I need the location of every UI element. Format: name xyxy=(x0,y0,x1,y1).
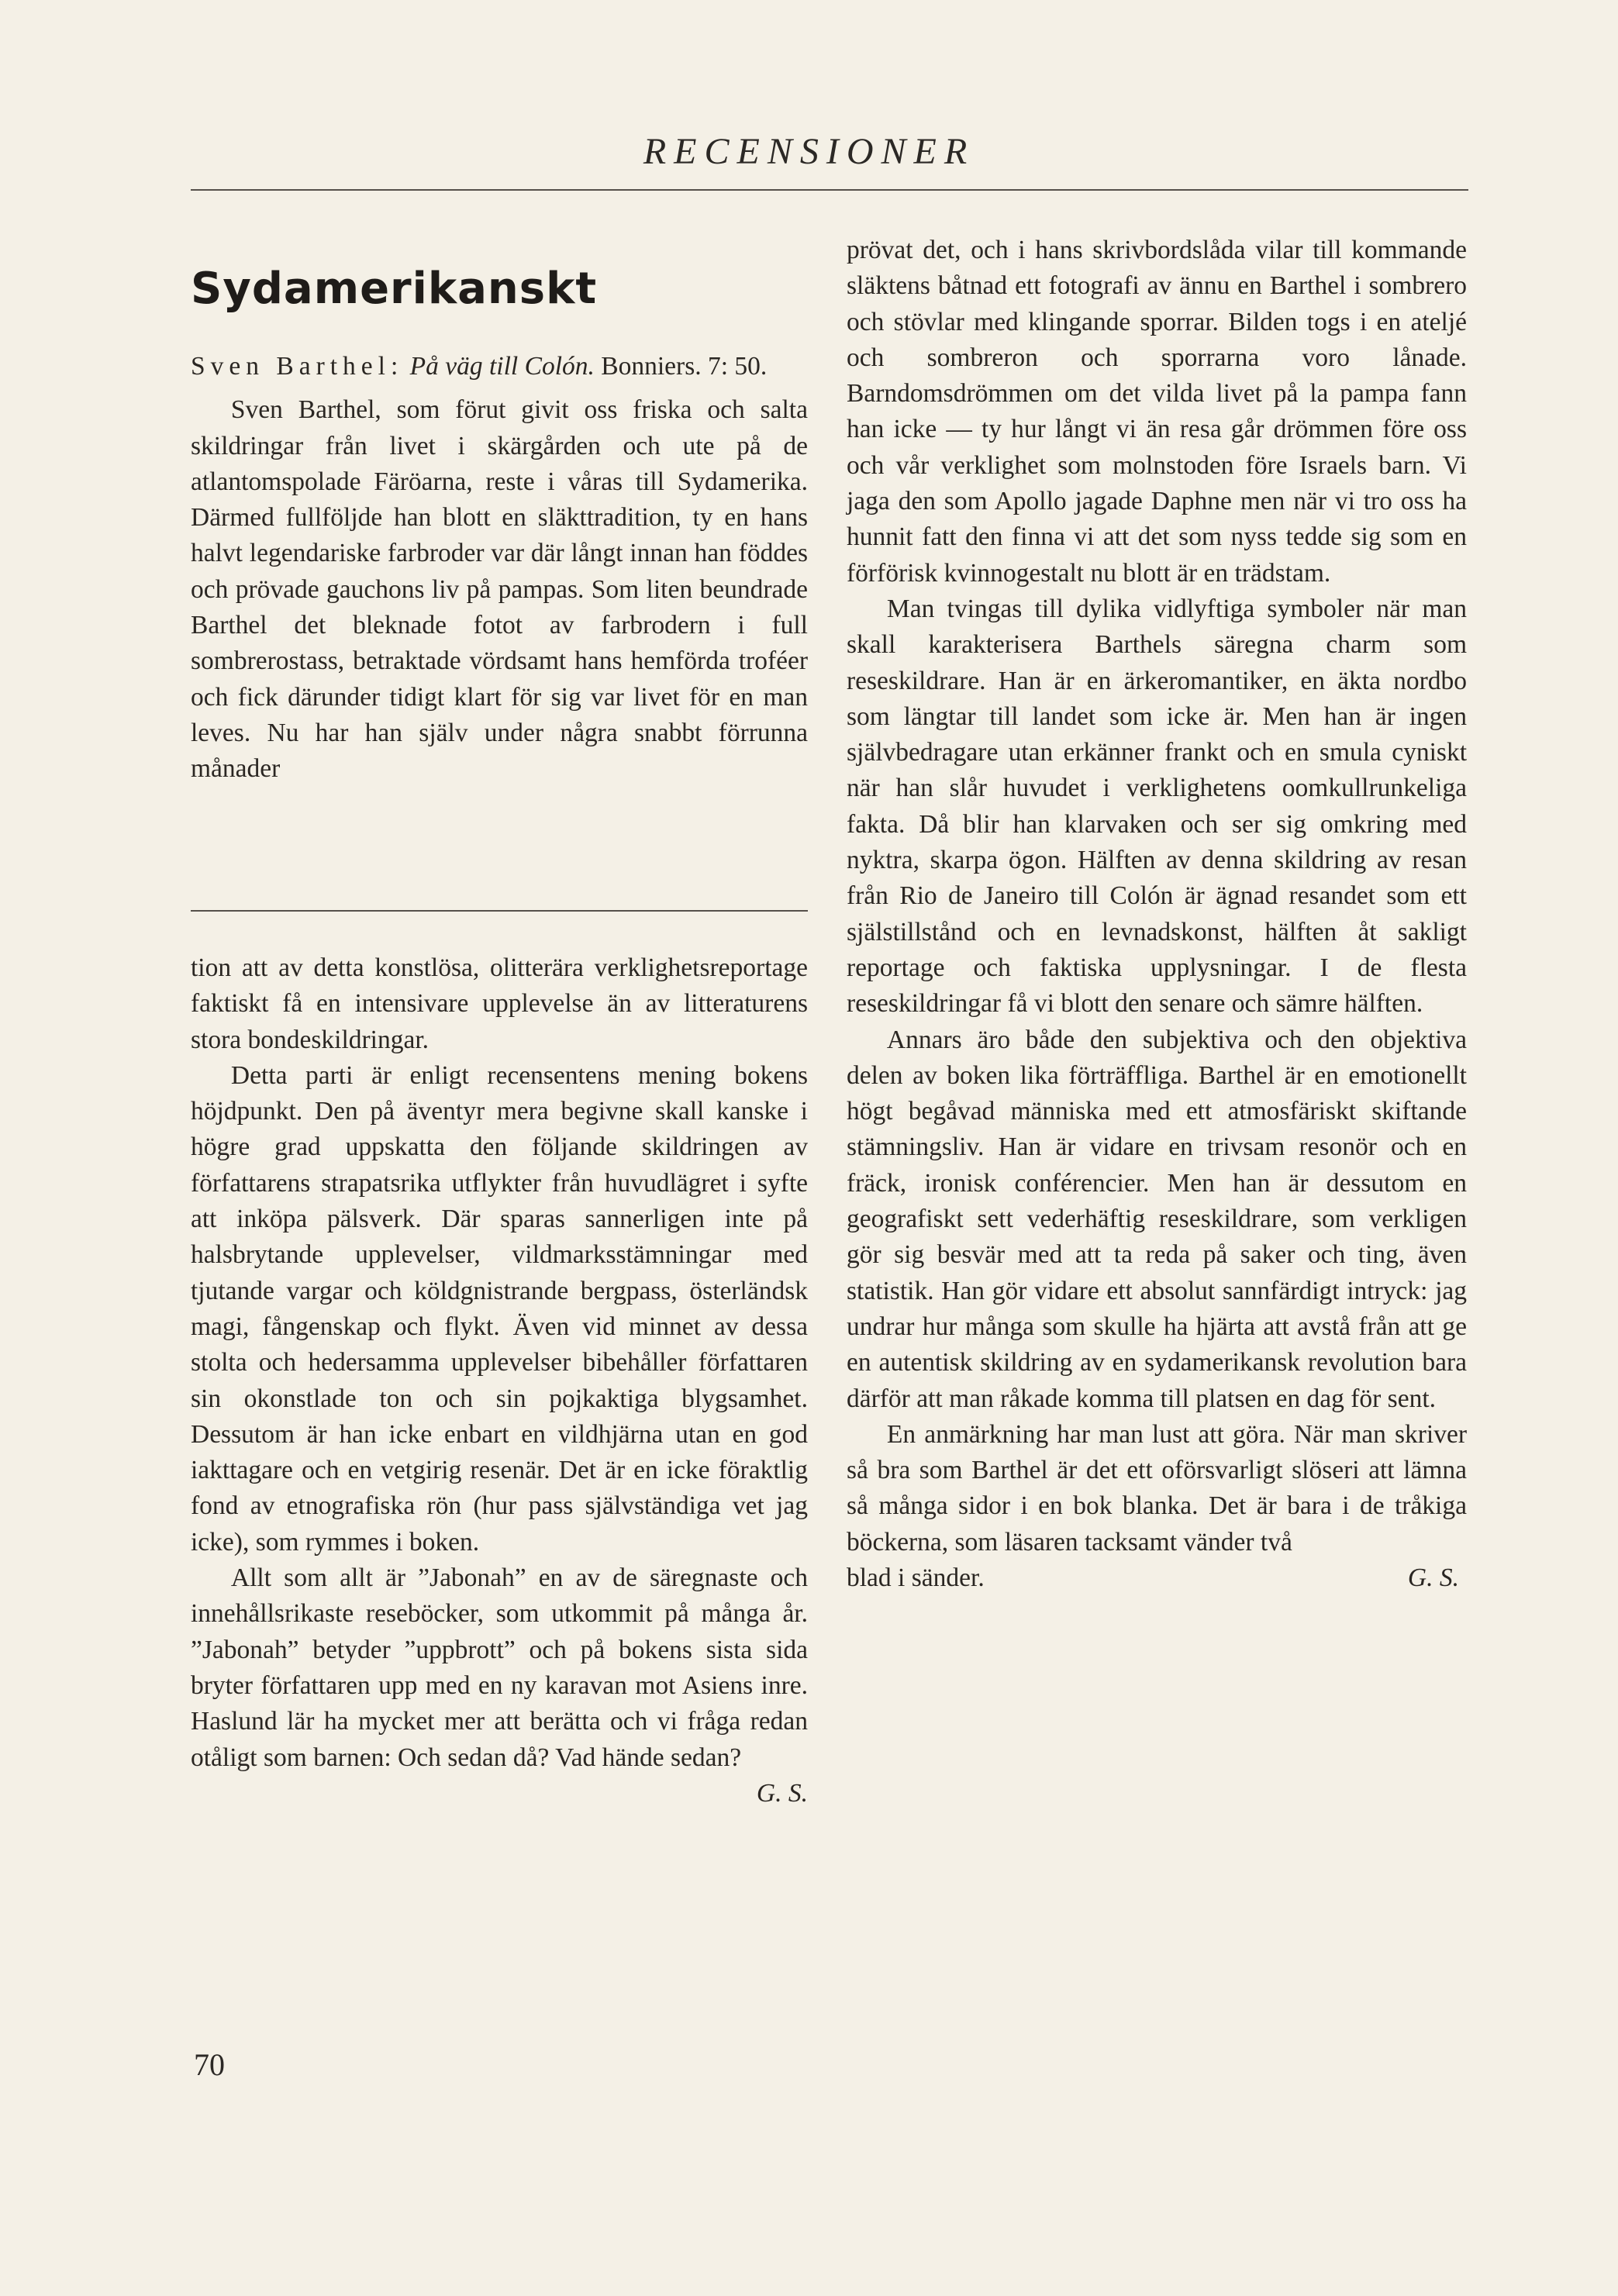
article-title: Sydamerikanskt xyxy=(191,264,598,314)
reviewer-signature: G. S. xyxy=(1407,1563,1459,1592)
byline-book-title: På väg till Colón. xyxy=(409,352,595,381)
review-paragraph: tion att av detta konstlösa, olitterära verklighetsreportage faktiskt få en intensivare upplevelse än av litteraturens stora bondeskildringar. xyxy=(191,953,808,1054)
previous-review-ending xyxy=(191,950,808,1812)
header-rule xyxy=(191,189,1468,191)
review-paragraph: prövat det, och i hans skrivbordslåda vilar till kommande släktens båtnad ett fotografi av ännu en Barthel i sombrero och stövlar med klingande sporrar. Bilden togs i en ateljé och sombreron och sporrarna voro lånade. Barndomsdrömmen om det vilda livet på la pampa fann han icke — ty hur långt vi än resa går drömmen före oss och vår verklighet som molnstoden före Israels barn. Vi jaga den som Apollo jagade Daphne men när vi tro oss ha hunnit fatt den finna vi att det som nyss tedde sig som en förförisk kvinnogestalt nu blott är en trädstam. xyxy=(847,236,1467,588)
byline-publisher-price: Bonniers. 7: 50. xyxy=(601,352,768,381)
review-paragraph: Detta parti är enligt recensentens mening bokens höjdpunkt. Den på äventyr mera begivne skall kanske i högre grad uppskatta den följande skildringen av författarens strapatsrika utflykter från huvudlägret i syfte att inköpa pälsverk. Där sparas sannerligen inte på halsbrytande upplevelser, vildmarksstämningar med tjutande vargar och köldgnistrande bergpass, österländsk magi, fångenskap och flykt. Även vid minnet av dessa stolta och hedersamma upplevelser bibehåller författaren sin okonstlade ton och sin pojkaktiga blygsamhet. Dessutom är han icke enbart en vildhjärna utan en god iakttagare och en vetgirig resenär. Det är en icke föraktlig fond av etnografiska rön (hur pass självständiga vet jag icke), som rymmes i boken. xyxy=(191,1060,808,1557)
review-paragraph: Annars äro både den subjektiva och den objektiva delen av boken lika förträffliga. Barthel är en emotionellt högt begåvad människa med ett atmosfäriskt skiftande stämningsliv. Han är vidare en trivsam resonör och en fräck, ironisk conférencier. Men han är dessutom en geografiskt sett vederhäftig reseskildrare, som verkligen gör sig besvär med att ta reda på saker och ting, även statistik. Han gör vidare ett absolut sannfärdigt intryck: jag undrar hur många som skulle ha hjärta att avstå från att ge en autentisk skildring av en sydamerikansk revolution bara därför att man råkade komma till platsen en dag för sent. xyxy=(847,1025,1467,1413)
byline-author: Sven Barthel: xyxy=(191,352,404,381)
review-paragraph: En anmärkning har man lust att göra. När man skriver så bra som Barthel är det ett oförsvarligt slöseri att lämna så många sidor i en bok blanka. Det är bara i de tråkiga böckerna, som läsaren tacksamt vänder två xyxy=(847,1419,1467,1557)
review-paragraph: Allt som allt är ”Jabonah” en av de säregnaste och innehållsrikaste reseböcker, som utkommit på många år. ”Jabonah” betyder ”uppbrott” och på bokens sista sida bryter författaren upp med en ny karavan mot Asiens inre. Haslund lär ha mycket mer att berätta och vi fråga redan otåligt som barnen: Och sedan då? Vad hände sedan? xyxy=(191,1563,808,1772)
column-divider-rule xyxy=(191,910,808,912)
running-head: RECENSIONER xyxy=(643,131,975,172)
reviewer-signature: G. S. xyxy=(756,1778,808,1808)
review-paragraph: Man tvingas till dylika vidlyftiga symboler när man skall karakterisera Barthels säregna charm som reseskildrare. Han är en ärkeromantiker, en äkta nordbo som längtar till landet som icke är. Men han är ingen självbedragare utan erkänner frankt och en smula cyniskt när han slår huvudet i verklighetens oomkullrunkeliga fakta. Då blir han klarvaken och ser sig omkring med nyktra, skarpa ögon. Hälften av denna skildring av resan från Rio de Janeiro till Colón är ägnad resandet som ett själstillstånd och en levnadskonst, hälften åt sakligt reportage och faktiska upplysningar. I de flesta reseskildringar få vi blott den senare och sämre hälften. xyxy=(847,594,1467,1019)
review-closing-line xyxy=(847,1560,1467,1596)
closing-text: blad i sänder. xyxy=(847,1563,985,1592)
review-paragraph: Sven Barthel, som förut givit oss friska och salta skildringar från livet i skärgården och ute på de atlantomspolade Färöarna, reste i våras till Sydamerika. Därmed fullföljde han blott en släkttradition, ty en hans halvt legendariske farbroder var där långt innan han föddes och prövade gauchons liv på pampas. Som liten beundrade Barthel det bleknade fotot av farbrodern i full sombrerostass, betraktade vördsamt hans hemförda troféer och fick därunder tidigt klart för sig var livet för en man leves. Nu har han själv under några snabbt förrunna månader xyxy=(191,395,808,784)
byline xyxy=(191,349,808,384)
page-number: 70 xyxy=(194,2047,225,2082)
review-right-column xyxy=(847,233,1467,1596)
review-left-column xyxy=(191,233,808,788)
